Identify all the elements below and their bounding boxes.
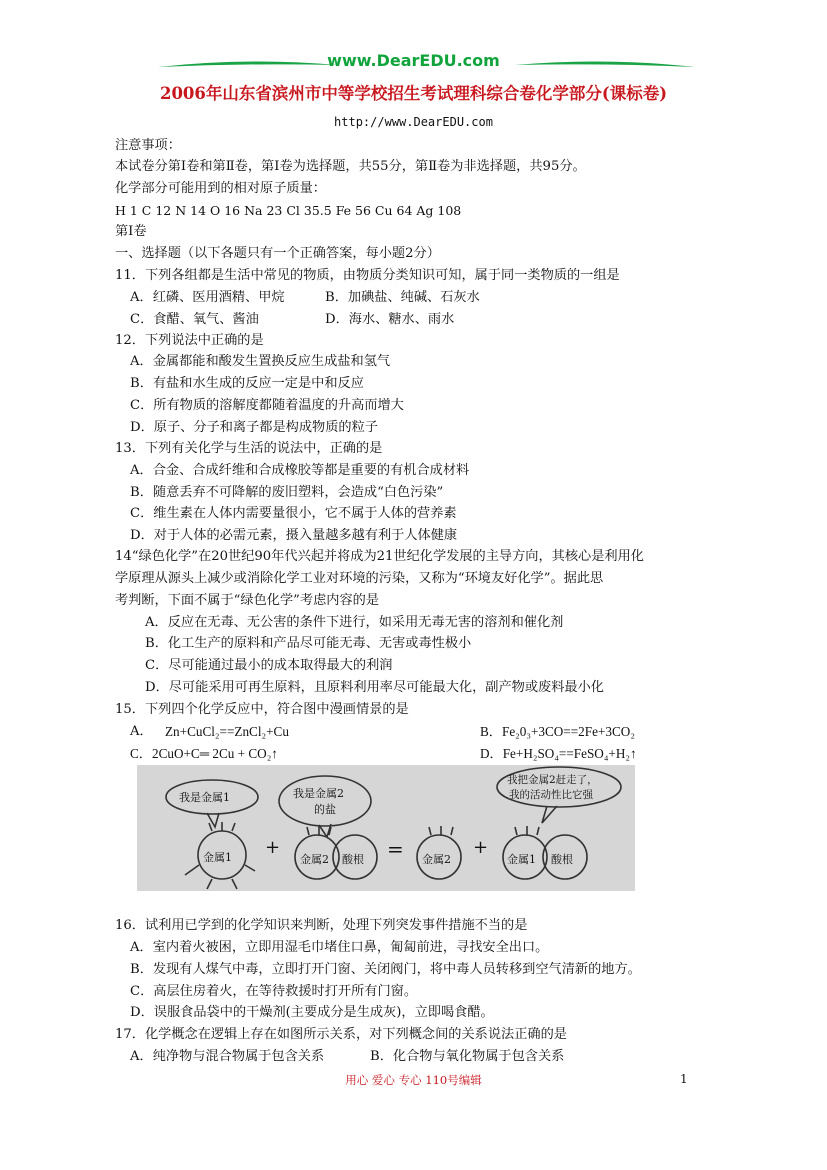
q11-stem: 11．下列各组都是生活中常见的物质，由物质分类知识可知，属于同一类物质的一组是 [115, 268, 620, 283]
q17-stem: 17．化学概念在逻辑上存在如图所示关系，对下列概念间的关系说法正确的是 [115, 1027, 567, 1042]
notes-line-2: 化学部分可能用到的相对原子质量： [115, 181, 326, 196]
q14-option-c: C．尽可能通过最小的成本取得最大的利润 [145, 658, 393, 673]
cartoon-plus-2: + [473, 837, 489, 858]
q12-option-b: B．有盐和水生成的反应一定是中和反应 [130, 376, 364, 391]
q16-option-b: B．发现有人煤气中毒，立即打开门窗、关闭阀门，将中毒人员转移到空气清新的地方。 [130, 962, 641, 977]
q15-stem: 15．下列四个化学反应中，符合图中漫画情景的是 [115, 702, 409, 717]
q15-option-a-label: A． [130, 724, 153, 739]
cartoon-metal1-label: 金属1 [203, 851, 232, 864]
metal-displacement-cartoon [137, 765, 635, 891]
q13-stem: 13．下列有关化学与生活的说法中，正确的是 [115, 441, 383, 456]
q11-option-b: B．加碘盐、纯碱、石灰水 [325, 290, 480, 305]
q16-option-c: C．高层住房着火，在等待救援时打开所有门窗。 [130, 984, 418, 999]
q12-option-c: C．所有物质的溶解度都随着温度的升高而增大 [130, 398, 404, 413]
q12-option-d: D．原子、分子和离子都是构成物质的粒子 [130, 420, 378, 435]
notes-heading: 注意事项： [115, 138, 181, 153]
cartoon-bubble-metal2-salt-line1: 我是金属2 [293, 787, 344, 800]
section-heading: 一、选择题（以下各题只有一个正确答案，每小题2分） [115, 246, 440, 261]
q13-option-a: A．合金、合成纤维和合成橡胶等都是重要的有机合成材料 [130, 463, 470, 478]
q17-option-a: A．纯净物与混合物属于包含关系 [130, 1049, 325, 1064]
q14-stem-1: 14“绿色化学”在20世纪90年代兴起并将成为21世纪化学发展的主导方向，其核心是利用化 [115, 549, 644, 564]
footer-motto: 用心 爱心 专心 110号编辑 [345, 1073, 482, 1087]
cartoon-bubble-displace-line2: 我的活动性比它强 [509, 789, 593, 801]
page-number: 1 [680, 1072, 688, 1086]
cartoon-acid-root-result-label: 酸根 [551, 853, 573, 866]
q15-option-d-equation: D．Fe+H₂SO₄==FeSO₄+H₂↑ [480, 746, 637, 761]
q12-option-a: A．金属都能和酸发生置换反应生成盐和氢气 [130, 354, 391, 369]
q13-option-b: B．随意丢弃不可降解的废旧塑料，会造成“白色污染” [130, 485, 444, 500]
cartoon-acid-root-label: 酸根 [342, 853, 364, 866]
cartoon-bubble-metal1: 我是金属1 [179, 791, 230, 804]
page-title: 2006年山东省滨州市中等学校招生考试理科综合卷化学部分(课标卷) [159, 84, 668, 103]
q15-option-b-equation: B．Fe₂0₃+3CO==2Fe+3CO₂ [480, 724, 635, 739]
q11-option-d: D．海水、糖水、雨水 [325, 312, 455, 327]
cartoon-metal2-label: 金属2 [300, 853, 329, 866]
q16-stem: 16．试利用已学到的化学知识来判断，处理下列突发事件措施不当的是 [115, 918, 528, 933]
q14-option-a: A．反应在无毒、无公害的条件下进行，如采用无毒无害的溶剂和催化剂 [145, 615, 564, 630]
q12-stem: 12．下列说法中正确的是 [115, 333, 264, 348]
q16-option-a: A．室内着火被困，立即用湿毛巾堵住口鼻，匍匐前进，寻找安全出口。 [130, 940, 549, 955]
q17-option-b: B．化合物与氧化物属于包含关系 [370, 1049, 565, 1064]
site-logo: www.DearEDU.com [327, 51, 500, 70]
q11-option-a: A．红磷、医用酒精、甲烷 [130, 290, 285, 305]
q14-stem-2: 学原理从源头上减少或消除化学工业对环境的污染，又称为“环境友好化学”。据此思 [115, 571, 604, 586]
cartoon-equals: = [387, 837, 404, 861]
atomic-masses: H 1 C 12 N 14 O 16 Na 23 Cl 35.5 Fe 56 Cu 64 Ag 108 [115, 203, 462, 218]
cartoon-bubble-displace-line1: 我把金属2赶走了， [507, 774, 598, 786]
site-url[interactable]: http://www.DearEDU.com [334, 115, 493, 129]
cartoon-metal2-result-label: 金属2 [422, 853, 451, 866]
volume-heading: 第Ⅰ卷 [115, 224, 147, 239]
cartoon-plus-1: + [265, 837, 281, 858]
q15-option-a-equation: Zn+CuCl₂==ZnCl₂+Cu [165, 724, 289, 739]
q14-option-d: D．尽可能采用可再生原料，且原料利用率尽可能最大化，副产物或废料最小化 [145, 680, 604, 695]
q13-option-c: C．维生素在人体内需要量很小，它不属于人体的营养素 [130, 506, 457, 521]
notes-line-1: 本试卷分第Ⅰ卷和第Ⅱ卷，第Ⅰ卷为选择题，共55分，第Ⅱ卷为非选择题，共95分。 [115, 159, 586, 174]
q13-option-d: D．对于人体的必需元素，摄入量越多越有利于人体健康 [130, 528, 458, 543]
q15-option-c-equation: C．2CuO+C═ 2Cu + CO₂↑ [130, 746, 278, 761]
cartoon-bubble-metal2-salt-line2: 的盐 [314, 803, 336, 816]
q14-option-b: B．化工生产的原料和产品尽可能无毒、无害或毒性极小 [145, 636, 472, 651]
q11-option-c: C．食醋、氧气、酱油 [130, 312, 259, 327]
cartoon-metal1-result-label: 金属1 [507, 853, 536, 866]
q14-stem-3: 考判断，下面不属于“绿色化学”考虑内容的是 [115, 593, 380, 608]
q16-option-d: D．误服食品袋中的干燥剂(主要成分是生成灰)，立即喝食醋。 [130, 1005, 494, 1020]
